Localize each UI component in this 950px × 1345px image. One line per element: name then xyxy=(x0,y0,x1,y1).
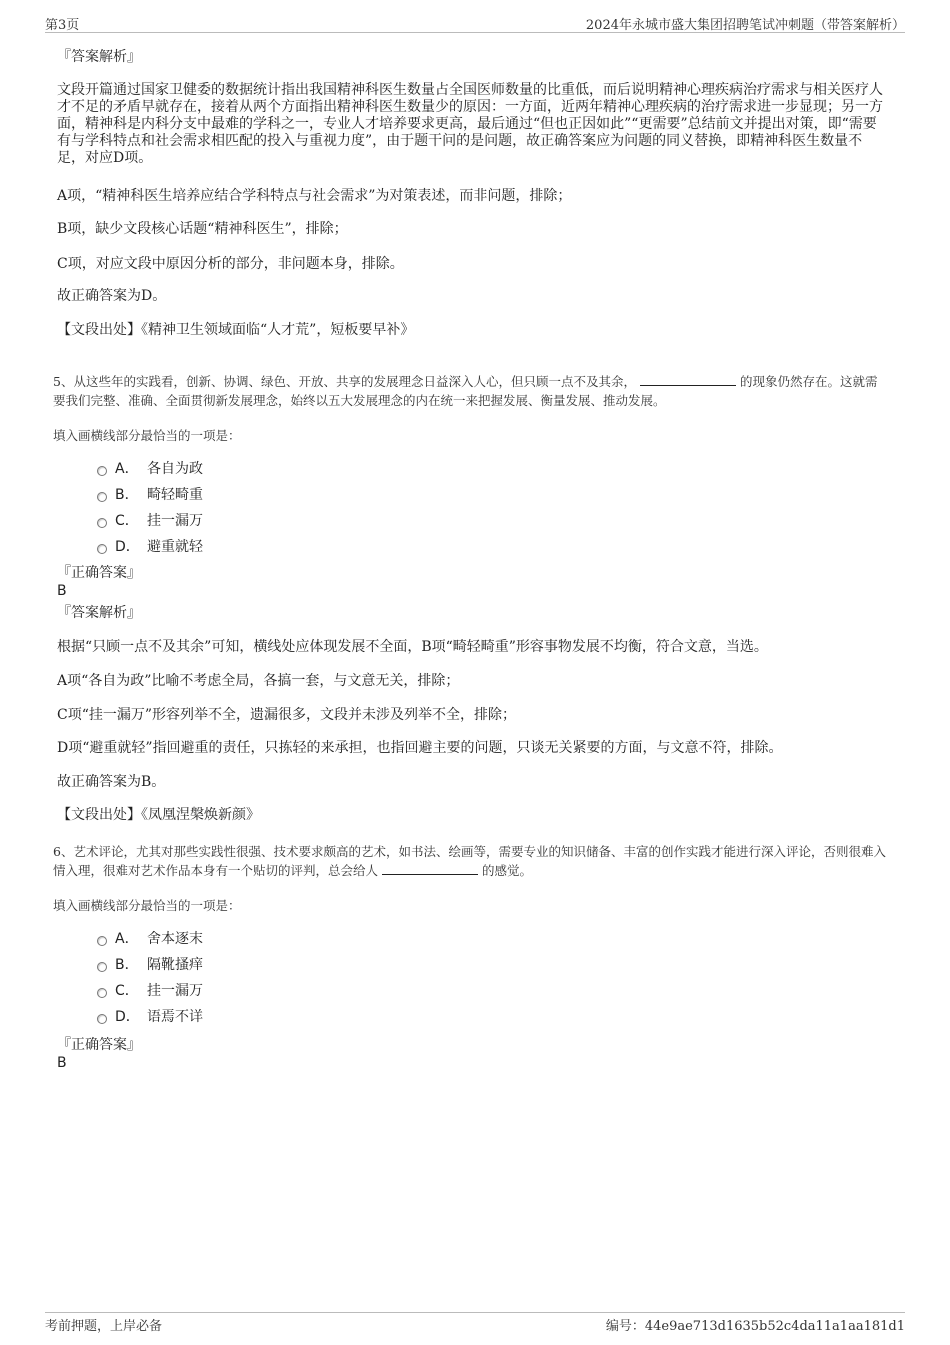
footer-code: 编号：44e9ae713d1635b52c4da11a1aa181d1 xyxy=(605,1319,905,1334)
question-5-instruction: 填入画横线部分最恰当的一项是： xyxy=(53,428,241,443)
question-5-stem xyxy=(53,372,888,410)
analysis-option-a: A项，“精神科医生培养应结合学科特点与社会需求”为对策表述，而非问题，排除； xyxy=(57,188,572,204)
page-header xyxy=(45,14,905,33)
analysis-text: 文段开篇通过国家卫健委的数据统计指出我国精神科医生数量占全国医师数量的比重低，而后说明精神心理疾病治疗需求与相关医疗人才不足的矛盾早就存在，接着从两个方面指出精神科医生数量少的原因：一方面，近两年精神心理疾病的治疗需求进一步显现；另一方面，精神科是内科分支中最难的学科之一，专业人才培养要求更高，最后通过“但也正因如此”“更需要”总结前文并提出对策，即“需要有与学科特点和社会需求相匹配的投入与重视力度”，由于题干问的是问题，故正确答案应为问题的同义替换，即精神科医生数量不足，对应D项。 xyxy=(57,82,883,166)
option-a[interactable]: A． 各自为政 xyxy=(97,456,203,482)
analysis-option-d: D项“避重就轻”指回避重的责任，只拣轻的来承担，也指回避主要的问题，只谈无关紧要的方面，与文意不符，排除。 xyxy=(57,740,783,756)
radio-icon[interactable] xyxy=(97,492,107,502)
question-5-blank xyxy=(640,373,736,386)
option-d[interactable]: D． 语焉不详 xyxy=(97,1004,203,1030)
question-6-blank xyxy=(382,862,478,875)
radio-icon[interactable] xyxy=(97,466,107,476)
question-5-text-before: 5、从这些年的实践看，创新、协调、绿色、开放、共享的发展理念日益深入人心，但只顾一点不及其余， xyxy=(53,374,636,389)
analysis-conclusion: 故正确答案为D。 xyxy=(57,288,167,304)
option-b[interactable]: B． 隔靴搔痒 xyxy=(97,952,203,978)
page-footer xyxy=(45,1312,905,1334)
question-6-instruction: 填入画横线部分最恰当的一项是： xyxy=(53,898,241,913)
option-d[interactable]: D． 避重就轻 xyxy=(97,534,203,560)
correct-answer-label: 『正确答案』 xyxy=(57,565,141,581)
option-c[interactable]: C． 挂一漏万 xyxy=(97,978,203,1004)
question-6-text-after: 的感觉。 xyxy=(482,863,533,878)
question-5-options xyxy=(57,456,203,560)
radio-icon[interactable] xyxy=(97,988,107,998)
analysis-option-c: C项，对应文段中原因分析的部分，非问题本身，排除。 xyxy=(57,256,404,272)
radio-icon[interactable] xyxy=(97,518,107,528)
correct-answer: B xyxy=(57,583,67,599)
question-6-text-before: 6、艺术评论，尤其对那些实践性很强、技术要求颇高的艺术，如书法、绘画等，需要专业的知识储备、丰富的创作实践才能进行深入评论，否则很难入情入理，很难对艺术作品本身有一个贴切的评判，总会给人 xyxy=(53,844,886,878)
analysis-label: 『答案解析』 xyxy=(57,605,141,621)
question-6-options xyxy=(57,926,203,1030)
analysis-conclusion: 故正确答案为B。 xyxy=(57,774,166,790)
radio-icon[interactable] xyxy=(97,962,107,972)
radio-icon[interactable] xyxy=(97,936,107,946)
source-note: 【文段出处】《凤凰涅槃焕新颜》 xyxy=(57,807,260,823)
radio-icon[interactable] xyxy=(97,1014,107,1024)
option-b[interactable]: B． 畸轻畸重 xyxy=(97,482,203,508)
source-note: 【文段出处】《精神卫生领域面临“人才荒”，短板要早补》 xyxy=(57,322,415,338)
page-number: 第3页 xyxy=(45,18,80,33)
correct-answer-label: 『正确答案』 xyxy=(57,1037,141,1053)
document-title: 2024年永城市盛大集团招聘笔试冲刺题（带答案解析） xyxy=(585,18,905,33)
question-6-stem xyxy=(53,842,893,880)
question-5-text-after: 的现象仍然存在。这就需要我们完整、准确、全面贯彻新发展理念，始终以五大发展理念的内在统一来把握发展、衡量发展、推动发展。 xyxy=(53,374,878,408)
correct-answer: B xyxy=(57,1055,67,1071)
analysis-option-c: C项“挂一漏万”形容列举不全，遗漏很多，文段并未涉及列举不全，排除； xyxy=(57,707,517,723)
analysis-option-a: A项“各自为政”比喻不考虑全局，各搞一套，与文意无关，排除； xyxy=(57,673,460,689)
option-a[interactable]: A． 舍本逐末 xyxy=(97,926,203,952)
analysis-label: 『答案解析』 xyxy=(57,49,141,65)
radio-icon[interactable] xyxy=(97,544,107,554)
analysis-text: 根据“只顾一点不及其余”可知，横线处应体现发展不全面，B项“畸轻畸重”形容事物发展不均衡，符合文意，当选。 xyxy=(57,639,768,655)
footer-slogan: 考前押题，上岸必备 xyxy=(45,1319,163,1334)
option-c[interactable]: C． 挂一漏万 xyxy=(97,508,203,534)
analysis-option-b: B项，缺少文段核心话题“精神科医生”，排除； xyxy=(57,221,348,237)
